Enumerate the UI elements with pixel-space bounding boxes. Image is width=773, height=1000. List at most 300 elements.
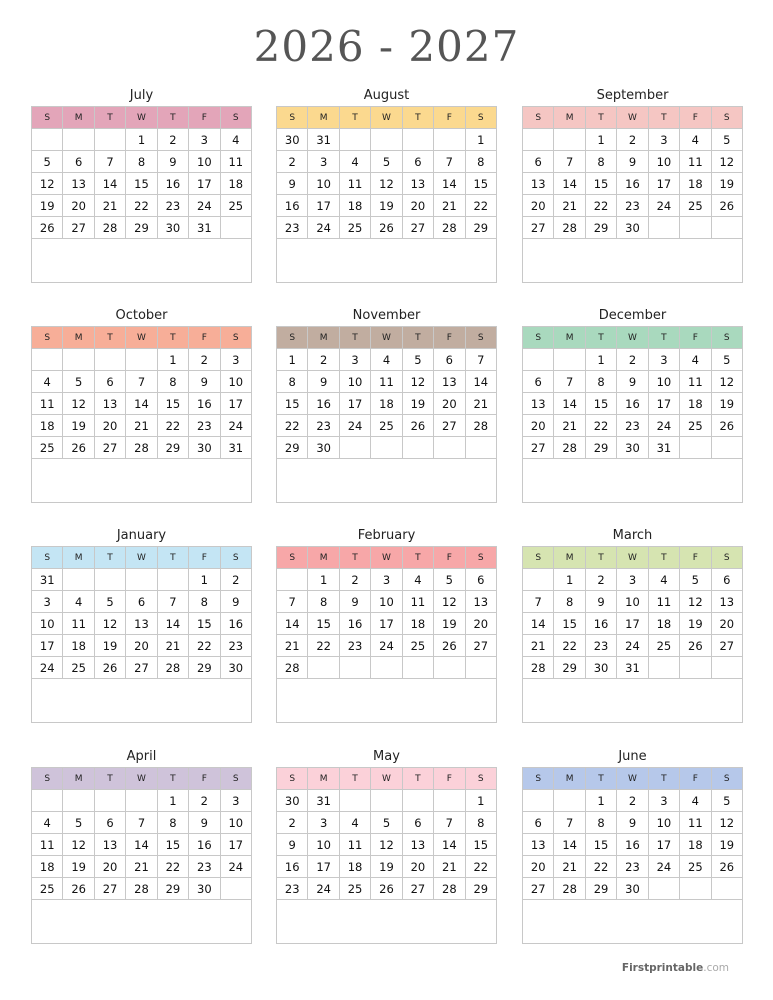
day-cell: 5 <box>371 151 402 173</box>
day-cell: 4 <box>371 349 402 371</box>
day-cell <box>465 657 496 679</box>
day-cell: 6 <box>94 812 125 834</box>
day-cell: 10 <box>220 371 251 393</box>
day-cell: 20 <box>402 856 433 878</box>
day-cell: 25 <box>648 635 679 657</box>
day-cell: 17 <box>617 613 648 635</box>
day-cell <box>402 129 433 151</box>
day-cell: 12 <box>711 151 742 173</box>
day-cell: 7 <box>126 371 157 393</box>
day-cell <box>402 657 433 679</box>
day-cell: 20 <box>63 195 94 217</box>
day-cell: 8 <box>157 371 188 393</box>
day-cell: 30 <box>277 129 308 151</box>
day-cell: 9 <box>617 151 648 173</box>
day-cell: 19 <box>680 613 711 635</box>
day-cell: 28 <box>126 878 157 900</box>
day-cell: 6 <box>402 151 433 173</box>
month-april <box>31 747 252 944</box>
weekday-label: M <box>63 768 94 790</box>
day-cell: 21 <box>157 635 188 657</box>
week-row <box>277 129 497 151</box>
day-cell <box>94 349 125 371</box>
day-cell: 1 <box>189 569 220 591</box>
day-cell <box>371 790 402 812</box>
week-row <box>32 349 252 371</box>
day-cell: 1 <box>585 790 616 812</box>
day-cell: 25 <box>680 856 711 878</box>
day-cell: 10 <box>220 812 251 834</box>
day-cell: 14 <box>157 613 188 635</box>
notes-area <box>523 459 743 503</box>
brand-name: Firstprintable <box>621 962 704 974</box>
day-cell: 30 <box>189 437 220 459</box>
weekday-label: S <box>711 547 742 569</box>
day-cell: 2 <box>189 790 220 812</box>
month-december <box>522 306 743 503</box>
weekday-label: T <box>157 107 188 129</box>
day-cell: 18 <box>648 613 679 635</box>
day-cell: 16 <box>189 393 220 415</box>
day-cell <box>63 129 94 151</box>
day-cell: 3 <box>189 129 220 151</box>
weekday-label: F <box>189 107 220 129</box>
day-cell: 8 <box>585 151 616 173</box>
day-cell: 18 <box>32 856 63 878</box>
week-row <box>32 812 252 834</box>
week-row <box>32 878 252 900</box>
day-cell: 14 <box>523 613 554 635</box>
weekday-label: T <box>585 327 616 349</box>
day-cell <box>126 790 157 812</box>
day-cell: 22 <box>277 415 308 437</box>
day-cell: 12 <box>32 173 63 195</box>
weekday-label: T <box>157 547 188 569</box>
day-cell: 28 <box>554 437 585 459</box>
brand-footer <box>622 962 729 974</box>
day-cell <box>63 349 94 371</box>
day-cell: 27 <box>523 437 554 459</box>
weekday-label: S <box>711 107 742 129</box>
weekday-header-row <box>32 547 252 569</box>
weekday-label: M <box>554 768 585 790</box>
day-cell <box>523 790 554 812</box>
day-cell: 26 <box>63 437 94 459</box>
day-cell: 22 <box>585 195 616 217</box>
day-cell: 1 <box>585 129 616 151</box>
day-cell: 1 <box>157 349 188 371</box>
day-cell <box>434 437 465 459</box>
week-row <box>277 437 497 459</box>
day-cell: 11 <box>402 591 433 613</box>
notes-row <box>32 679 252 723</box>
day-cell: 7 <box>434 812 465 834</box>
week-row <box>523 812 743 834</box>
day-cell: 12 <box>680 591 711 613</box>
month-name: March <box>612 528 653 543</box>
day-cell: 8 <box>277 371 308 393</box>
month-grid <box>522 326 743 503</box>
day-cell: 2 <box>277 812 308 834</box>
weekday-label: W <box>371 107 402 129</box>
week-row <box>523 591 743 613</box>
day-cell: 6 <box>94 371 125 393</box>
week-row <box>523 834 743 856</box>
day-cell: 25 <box>402 635 433 657</box>
day-cell: 28 <box>94 217 125 239</box>
week-row <box>277 173 497 195</box>
day-cell: 7 <box>94 151 125 173</box>
weekday-label: M <box>308 107 339 129</box>
day-cell: 13 <box>63 173 94 195</box>
week-row <box>523 151 743 173</box>
day-cell: 4 <box>680 349 711 371</box>
weekday-label: T <box>402 768 433 790</box>
weekday-label: F <box>680 327 711 349</box>
weekday-label: W <box>126 327 157 349</box>
day-cell: 3 <box>308 812 339 834</box>
week-row <box>277 415 497 437</box>
day-cell: 8 <box>585 812 616 834</box>
day-cell: 23 <box>220 635 251 657</box>
day-cell: 14 <box>434 173 465 195</box>
day-cell: 23 <box>617 415 648 437</box>
day-cell <box>711 437 742 459</box>
month-may <box>276 747 497 944</box>
day-cell: 7 <box>277 591 308 613</box>
day-cell: 13 <box>523 393 554 415</box>
day-cell <box>711 217 742 239</box>
day-cell <box>434 129 465 151</box>
day-cell: 21 <box>554 856 585 878</box>
week-row <box>32 151 252 173</box>
day-cell: 20 <box>434 393 465 415</box>
month-grid <box>31 326 252 503</box>
day-cell: 15 <box>277 393 308 415</box>
day-cell: 26 <box>63 878 94 900</box>
day-cell: 1 <box>585 349 616 371</box>
day-cell: 19 <box>63 415 94 437</box>
day-cell: 23 <box>189 415 220 437</box>
day-cell: 29 <box>157 437 188 459</box>
day-cell: 20 <box>711 613 742 635</box>
day-cell: 14 <box>465 371 496 393</box>
day-cell <box>371 437 402 459</box>
week-row <box>523 371 743 393</box>
week-row <box>277 812 497 834</box>
week-row <box>523 195 743 217</box>
day-cell: 11 <box>32 834 63 856</box>
day-cell <box>523 349 554 371</box>
day-cell: 5 <box>94 591 125 613</box>
day-cell: 1 <box>465 129 496 151</box>
day-cell: 31 <box>308 129 339 151</box>
day-cell <box>339 437 370 459</box>
day-cell: 31 <box>648 437 679 459</box>
day-cell: 8 <box>126 151 157 173</box>
day-cell: 21 <box>434 195 465 217</box>
weekday-label: S <box>220 547 251 569</box>
weekday-label: F <box>189 327 220 349</box>
day-cell: 31 <box>189 217 220 239</box>
day-cell: 13 <box>711 591 742 613</box>
day-cell <box>126 569 157 591</box>
month-march <box>522 526 743 723</box>
weekday-label: F <box>680 768 711 790</box>
day-cell <box>554 129 585 151</box>
day-cell: 7 <box>465 349 496 371</box>
day-cell: 19 <box>32 195 63 217</box>
day-cell: 24 <box>371 635 402 657</box>
day-cell: 1 <box>157 790 188 812</box>
day-cell <box>402 790 433 812</box>
day-cell: 24 <box>308 217 339 239</box>
day-cell: 23 <box>617 856 648 878</box>
day-cell <box>554 790 585 812</box>
month-name: June <box>618 749 647 764</box>
month-name: July <box>129 88 154 103</box>
day-cell: 20 <box>94 415 125 437</box>
day-cell: 30 <box>585 657 616 679</box>
day-cell: 11 <box>220 151 251 173</box>
weekday-label: T <box>339 107 370 129</box>
day-cell: 14 <box>434 834 465 856</box>
week-row <box>523 790 743 812</box>
day-cell <box>371 129 402 151</box>
week-row <box>523 856 743 878</box>
day-cell: 13 <box>126 613 157 635</box>
day-cell: 12 <box>371 173 402 195</box>
day-cell: 13 <box>523 173 554 195</box>
weekday-label: T <box>648 768 679 790</box>
day-cell: 14 <box>277 613 308 635</box>
day-cell: 15 <box>554 613 585 635</box>
day-cell: 27 <box>63 217 94 239</box>
notes-area <box>32 679 252 723</box>
calendar-title: 2026 - 2027 <box>253 22 520 71</box>
month-july <box>31 86 252 283</box>
weekday-label: W <box>371 768 402 790</box>
day-cell: 21 <box>126 856 157 878</box>
weekday-label: S <box>465 547 496 569</box>
day-cell: 3 <box>308 151 339 173</box>
day-cell: 22 <box>126 195 157 217</box>
day-cell: 15 <box>585 834 616 856</box>
day-cell: 25 <box>371 415 402 437</box>
day-cell: 17 <box>220 834 251 856</box>
day-cell: 20 <box>402 195 433 217</box>
day-cell <box>680 217 711 239</box>
week-row <box>277 790 497 812</box>
day-cell: 5 <box>32 151 63 173</box>
day-cell: 2 <box>157 129 188 151</box>
week-row <box>32 129 252 151</box>
day-cell: 11 <box>648 591 679 613</box>
month-grid <box>522 106 743 283</box>
day-cell: 12 <box>711 371 742 393</box>
day-cell: 2 <box>617 790 648 812</box>
day-cell: 19 <box>402 393 433 415</box>
weekday-header-row <box>32 107 252 129</box>
weekday-label: S <box>277 107 308 129</box>
brand-suffix: .com <box>703 962 729 974</box>
weekday-label: S <box>277 768 308 790</box>
day-cell: 6 <box>434 349 465 371</box>
day-cell: 16 <box>277 856 308 878</box>
day-cell: 10 <box>371 591 402 613</box>
week-row <box>277 217 497 239</box>
day-cell <box>648 217 679 239</box>
day-cell: 17 <box>220 393 251 415</box>
day-cell: 29 <box>157 878 188 900</box>
day-cell: 5 <box>63 812 94 834</box>
month-name: November <box>352 308 421 323</box>
week-row <box>523 657 743 679</box>
day-cell: 30 <box>157 217 188 239</box>
day-cell: 1 <box>554 569 585 591</box>
day-cell: 3 <box>648 129 679 151</box>
weekday-label: T <box>339 327 370 349</box>
day-cell: 18 <box>32 415 63 437</box>
week-row <box>32 569 252 591</box>
week-row <box>277 195 497 217</box>
week-row <box>523 415 743 437</box>
day-cell: 5 <box>371 812 402 834</box>
day-cell: 4 <box>32 812 63 834</box>
weekday-label: W <box>126 547 157 569</box>
day-cell: 9 <box>189 371 220 393</box>
day-cell: 1 <box>126 129 157 151</box>
weekday-label: W <box>371 547 402 569</box>
week-row <box>523 635 743 657</box>
day-cell: 26 <box>711 856 742 878</box>
notes-row <box>523 239 743 283</box>
day-cell: 14 <box>554 834 585 856</box>
day-cell <box>434 790 465 812</box>
day-cell: 22 <box>465 856 496 878</box>
weekday-label: M <box>63 107 94 129</box>
day-cell: 28 <box>554 217 585 239</box>
month-grid <box>276 546 497 723</box>
day-cell: 20 <box>523 195 554 217</box>
day-cell: 23 <box>189 856 220 878</box>
notes-area <box>277 239 497 283</box>
day-cell: 23 <box>277 217 308 239</box>
day-cell: 3 <box>648 790 679 812</box>
day-cell: 21 <box>523 635 554 657</box>
day-cell: 4 <box>339 151 370 173</box>
weekday-label: T <box>94 547 125 569</box>
day-cell: 25 <box>32 437 63 459</box>
month-name: February <box>357 528 416 543</box>
day-cell <box>94 569 125 591</box>
day-cell: 11 <box>680 151 711 173</box>
month-grid <box>276 767 497 944</box>
weekday-header-row <box>277 327 497 349</box>
week-row <box>277 878 497 900</box>
week-row <box>32 217 252 239</box>
day-cell: 28 <box>554 878 585 900</box>
day-cell: 29 <box>585 217 616 239</box>
day-cell <box>220 217 251 239</box>
day-cell: 24 <box>648 415 679 437</box>
day-cell: 24 <box>648 195 679 217</box>
day-cell: 7 <box>434 151 465 173</box>
day-cell: 6 <box>523 371 554 393</box>
day-cell: 9 <box>617 371 648 393</box>
day-cell: 4 <box>648 569 679 591</box>
weekday-label: W <box>126 107 157 129</box>
weekday-label: S <box>220 107 251 129</box>
day-cell: 31 <box>32 569 63 591</box>
day-cell: 27 <box>523 878 554 900</box>
day-cell: 4 <box>63 591 94 613</box>
day-cell: 4 <box>680 790 711 812</box>
day-cell: 17 <box>648 173 679 195</box>
day-cell: 7 <box>157 591 188 613</box>
weekday-label: T <box>94 327 125 349</box>
day-cell: 16 <box>277 195 308 217</box>
day-cell: 21 <box>277 635 308 657</box>
weekday-label: S <box>220 768 251 790</box>
day-cell: 18 <box>680 393 711 415</box>
week-row <box>32 591 252 613</box>
day-cell <box>63 569 94 591</box>
day-cell: 6 <box>126 591 157 613</box>
day-cell: 11 <box>680 371 711 393</box>
day-cell: 5 <box>402 349 433 371</box>
day-cell: 25 <box>32 878 63 900</box>
day-cell: 5 <box>680 569 711 591</box>
notes-row <box>277 679 497 723</box>
notes-row <box>32 900 252 944</box>
day-cell: 16 <box>220 613 251 635</box>
day-cell: 10 <box>308 173 339 195</box>
day-cell: 12 <box>63 393 94 415</box>
week-row <box>277 569 497 591</box>
week-row <box>523 613 743 635</box>
day-cell: 28 <box>434 878 465 900</box>
day-cell: 26 <box>371 878 402 900</box>
day-cell <box>157 569 188 591</box>
day-cell: 31 <box>308 790 339 812</box>
day-cell: 3 <box>617 569 648 591</box>
weekday-header-row <box>277 547 497 569</box>
day-cell: 15 <box>126 173 157 195</box>
day-cell: 9 <box>220 591 251 613</box>
week-row <box>32 657 252 679</box>
day-cell: 6 <box>523 151 554 173</box>
day-cell: 19 <box>371 195 402 217</box>
weekday-label: F <box>434 768 465 790</box>
month-january <box>31 526 252 723</box>
week-row <box>277 591 497 613</box>
day-cell: 18 <box>680 834 711 856</box>
notes-area <box>32 459 252 503</box>
month-name: August <box>363 88 410 103</box>
day-cell: 5 <box>434 569 465 591</box>
day-cell <box>371 657 402 679</box>
day-cell: 21 <box>554 415 585 437</box>
weekday-label: T <box>648 327 679 349</box>
day-cell: 27 <box>94 437 125 459</box>
month-grid <box>276 326 497 503</box>
day-cell: 10 <box>648 151 679 173</box>
day-cell: 9 <box>157 151 188 173</box>
weekday-label: S <box>32 107 63 129</box>
day-cell: 14 <box>126 834 157 856</box>
day-cell: 11 <box>63 613 94 635</box>
